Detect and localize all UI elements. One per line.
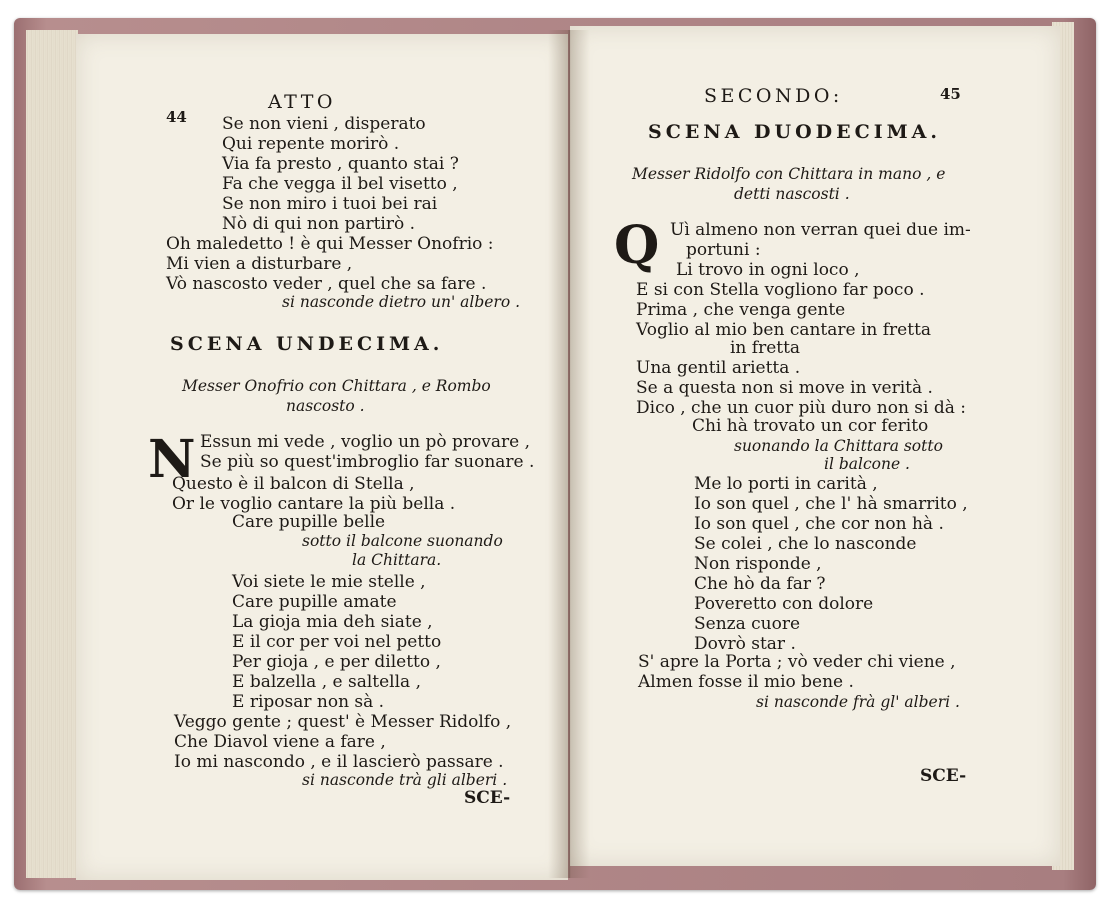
verse-line: Una gentil arietta . <box>636 358 801 378</box>
song-line: Dovrò star . <box>694 634 796 654</box>
running-head: ATTO <box>268 91 336 113</box>
verse-line: Fa che vegga il bel visetto , <box>222 174 458 194</box>
song-line: Io son quel , che cor non hà . <box>694 514 944 534</box>
verse-line: Se non miro i tuoi bei rai <box>222 194 438 214</box>
scene-persons: Messer Ridolfo con Chittara in mano , e <box>632 165 946 183</box>
verse-line: Voglio al mio ben cantare in fretta <box>636 320 932 340</box>
verse-line: Essun mi vede , voglio un pò provare , <box>200 432 530 452</box>
song-line: Voi siete le mie stelle , <box>232 572 426 592</box>
stage-direction: si nasconde trà gli alberi . <box>302 771 508 789</box>
song-line: E riposar non sà . <box>232 692 385 712</box>
song-line: La gioja mia deh siate , <box>232 612 433 632</box>
verse-line: Qui repente morirò . <box>222 134 400 154</box>
verse-line: Mi vien a disturbare , <box>166 254 353 274</box>
scene-persons: Messer Onofrio con Chittara , e Rombo <box>182 377 491 395</box>
verse-line: Oh maledetto ! è qui Messer Onofrio : <box>166 234 494 254</box>
song-line: Poveretto con dolore <box>694 594 874 614</box>
drop-cap: N <box>148 429 196 490</box>
verse-line: Via fa presto , quanto stai ? <box>222 154 459 174</box>
scene-title: SCENA UNDECIMA. <box>170 333 444 355</box>
page-number: 45 <box>940 85 961 103</box>
catchword: SCE- <box>464 788 511 808</box>
verse-line: Che Diavol viene a fare , <box>174 732 386 752</box>
verse-line: Dico , che un cuor più duro non si dà : <box>636 398 967 418</box>
verse-line: Veggo gente ; quest' è Messer Ridolfo , <box>174 712 512 732</box>
stage-direction: la Chittara. <box>352 551 442 569</box>
stage-direction: suonando la Chittara sotto <box>734 437 943 455</box>
verse-line: Or le voglio cantare la più bella . <box>172 494 456 514</box>
stage-direction: si nasconde frà gl' alberi . <box>756 693 960 711</box>
verse-line: Almen fosse il mio bene . <box>638 672 854 692</box>
verse-line: Se non vieni , disperato <box>222 114 426 134</box>
verse-line: E si con Stella vogliono far poco . <box>636 280 925 300</box>
song-line: Me lo porti in carità , <box>694 474 878 494</box>
left-page <box>76 34 568 880</box>
verse-line: S' apre la Porta ; vò veder chi viene , <box>638 652 956 672</box>
verse-line: Uì almeno non verran quei due im- <box>670 220 971 240</box>
song-line: Care pupille amate <box>232 592 397 612</box>
running-head: SECONDO: <box>704 85 843 107</box>
song-line: Che hò da far ? <box>694 574 826 594</box>
verse-line: in fretta <box>730 338 801 358</box>
verse-line: Prima , che venga gente <box>636 300 846 320</box>
verse-line: Se a questa non si move in verità . <box>636 378 933 398</box>
verse-line: Nò di qui non partirò . <box>222 214 416 234</box>
stage-direction: il balcone . <box>824 455 910 473</box>
song-line: E il cor per voi nel petto <box>232 632 442 652</box>
page-number: 44 <box>166 108 187 126</box>
stage-direction: si nasconde dietro un' albero . <box>282 293 521 311</box>
song-line: Se colei , che lo nasconde <box>694 534 917 554</box>
song-line: Non risponde , <box>694 554 822 574</box>
song-line: Senza cuore <box>694 614 801 634</box>
verse-line: Io mi nascondo , e il lascierò passare . <box>174 752 504 772</box>
scene-persons: nascosto . <box>286 397 365 415</box>
scene-persons: detti nascosti . <box>734 185 850 203</box>
page-edges-left <box>26 30 78 878</box>
verse-line: Li trovo in ogni loco , <box>676 260 860 280</box>
stage-direction: sotto il balcone suonando <box>302 532 503 550</box>
verse-line: Vò nascosto veder , quel che sa fare . <box>166 274 487 294</box>
verse-line: Questo è il balcon di Stella , <box>172 474 415 494</box>
right-page <box>570 26 1060 866</box>
catchword: SCE- <box>920 766 967 786</box>
song-line: Per gioja , e per diletto , <box>232 652 441 672</box>
verse-line: portuni : <box>686 240 761 260</box>
song-line: Chi hà trovato un cor ferito <box>692 416 929 436</box>
drop-cap: Q <box>614 215 660 276</box>
song-line: Care pupille belle <box>232 512 386 532</box>
verse-line: Se più so quest'imbroglio far suonare . <box>200 452 535 472</box>
song-line: E balzella , e saltella , <box>232 672 421 692</box>
scene-title: SCENA DUODECIMA. <box>648 121 942 143</box>
song-line: Io son quel , che l' hà smarrito , <box>694 494 968 514</box>
